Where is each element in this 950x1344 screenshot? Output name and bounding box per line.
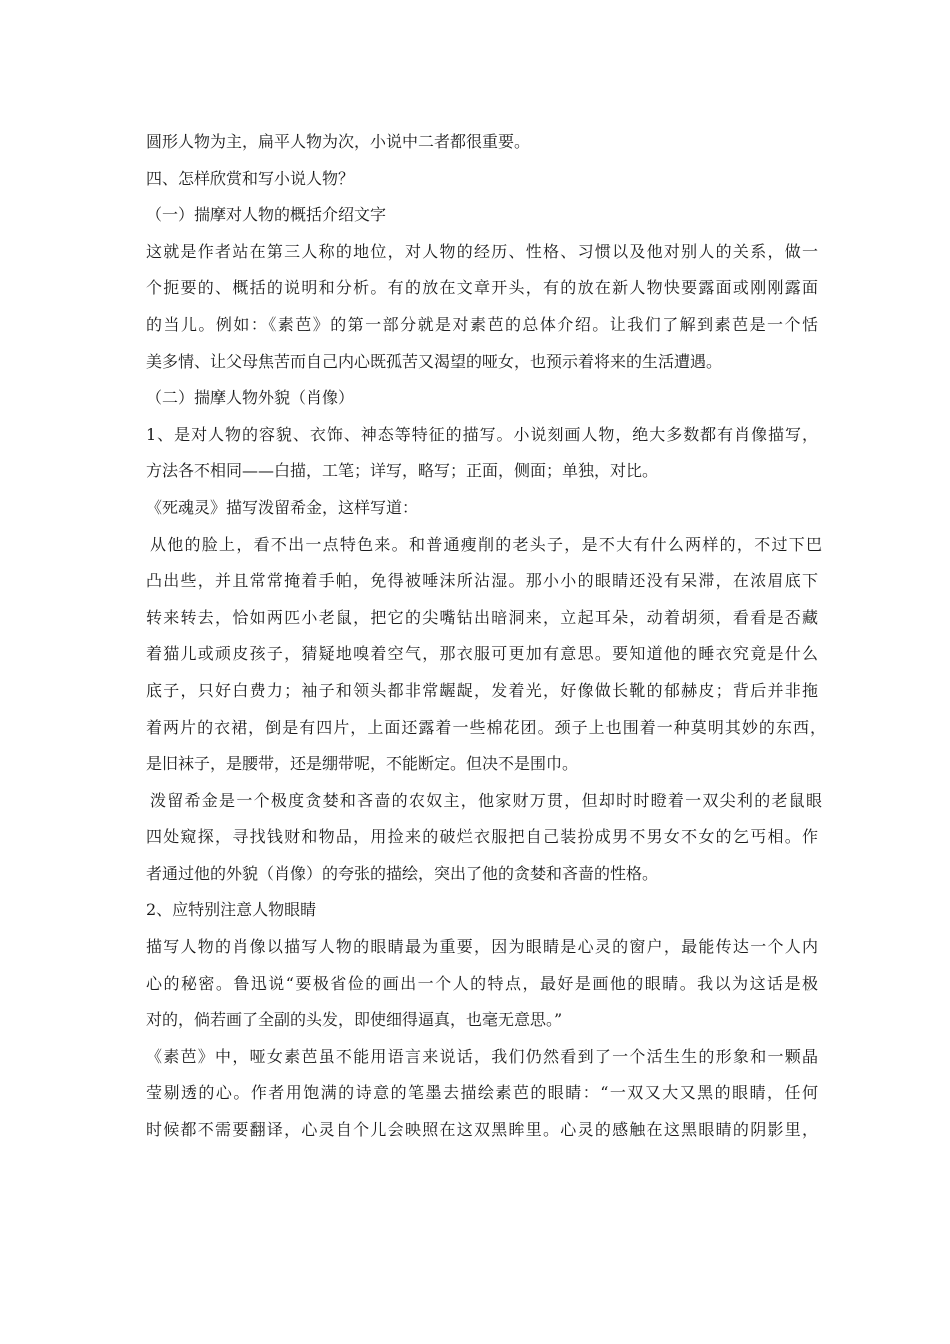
- quote-line: 凸出些，并且常常掩着手帕，免得被唾沫所沾湿。那小小的眼睛还没有呆滞，在浓眉底下: [146, 571, 818, 591]
- paragraph-line: 心的秘密。鲁迅说“要极省俭的画出一个人的特点，最好是画他的眼睛。我以为这话是极: [146, 973, 818, 993]
- paragraph-line: 时候都不需要翻译，心灵自个儿会映照在这双黑眸里。心灵的感触在这黑眼睛的阴影里，: [146, 1120, 818, 1140]
- section-heading: 四、怎样欣赏和写小说人物？: [146, 168, 355, 188]
- paragraph-line: 圆形人物为主，扁平人物为次，小说中二者都很重要。: [146, 132, 531, 151]
- paragraph-line: 描写人物的肖像以描写人物的眼睛最为重要，因为眼睛是心灵的窗户，最能传达一个人内: [146, 937, 818, 957]
- paragraph-line: 莹剔透的心。作者用饱满的诗意的笔墨去描绘素芭的眼睛：“一双又大又黑的眼睛，任何: [146, 1083, 818, 1103]
- quote-line: 从他的脸上，看不出一点特色来。和普通瘦削的老头子，是不大有什么两样的，不过下巴: [150, 534, 822, 554]
- paragraph-line: 《死魂灵》描写泼留希金，这样写道：: [146, 497, 419, 517]
- subsection-heading: （一）揣摩对人物的概括介绍文字: [146, 205, 387, 225]
- paragraph-line: 方法各不相同——白描，工笔；详写，略写；正面，侧面；单独，对比。: [146, 461, 659, 481]
- paragraph-line: 个扼要的、概括的说明和分析。有的放在文章开头，有的放在新人物快要露面或刚刚露面: [146, 278, 818, 298]
- paragraph-line: 四处窥探，寻找钱财和物品，用捡来的破烂衣服把自己装扮成男不男女不女的乞丐相。作: [146, 827, 818, 847]
- paragraph-line: 美多情、让父母焦苦而自己内心既孤苦又渴望的哑女，也预示着将来的生活遭遇。: [146, 351, 723, 371]
- paragraph-line: 这就是作者站在第三人称的地位，对人物的经历、性格、习惯以及他对别人的关系，做一: [146, 241, 818, 261]
- paragraph-line: 者通过他的外貌（肖像）的夸张的描绘，突出了他的贪婪和吝啬的性格。: [146, 863, 659, 883]
- quote-line: 底子，只好白费力；袖子和领头都非常龌龊，发着光，好像做长靴的郁赫皮；背后并非拖: [146, 680, 818, 700]
- paragraph-line: 的当儿。例如：《素芭》的第一部分就是对素芭的总体介绍。让我们了解到素芭是一个恬: [146, 314, 818, 334]
- quote-line: 着猫儿或顽皮孩子，猜疑地嗅着空气，那衣服可更加有意思。要知道他的睡衣究竟是什么: [146, 644, 818, 664]
- paragraph-line: 对的，倘若画了全副的头发，即使细得逼真，也毫无意思。”: [146, 1010, 563, 1030]
- quote-line: 是旧袜子，是腰带，还是绷带呢，不能断定。但决不是围巾。: [146, 754, 579, 774]
- quote-line: 着两片的衣裙，倒是有四片，上面还露着一些棉花团。颈子上也围着一种莫明其妙的东西，: [146, 717, 826, 737]
- subsection-heading: （二）揣摩人物外貌（肖像）: [146, 388, 355, 408]
- subsection-heading: 2、应特别注意人物眼睛: [146, 900, 317, 920]
- paragraph-line: 1、是对人物的容貌、衣饰、神态等特征的描写。小说刻画人物，绝大多数都有肖像描写，: [146, 424, 818, 444]
- paragraph-line: 《素芭》中，哑女素芭虽不能用语言来说话，我们仍然看到了一个活生生的形象和一颗晶: [146, 1046, 818, 1066]
- quote-line: 转来转去，恰如两匹小老鼠，把它的尖嘴钻出暗洞来，立起耳朵，动着胡须，看看是否藏: [146, 607, 818, 627]
- document-body: [146, 124, 826, 1149]
- paragraph-line: 泼留希金是一个极度贪婪和吝啬的农奴主，他家财万贯，但却时时瞪着一双尖利的老鼠眼: [150, 790, 822, 810]
